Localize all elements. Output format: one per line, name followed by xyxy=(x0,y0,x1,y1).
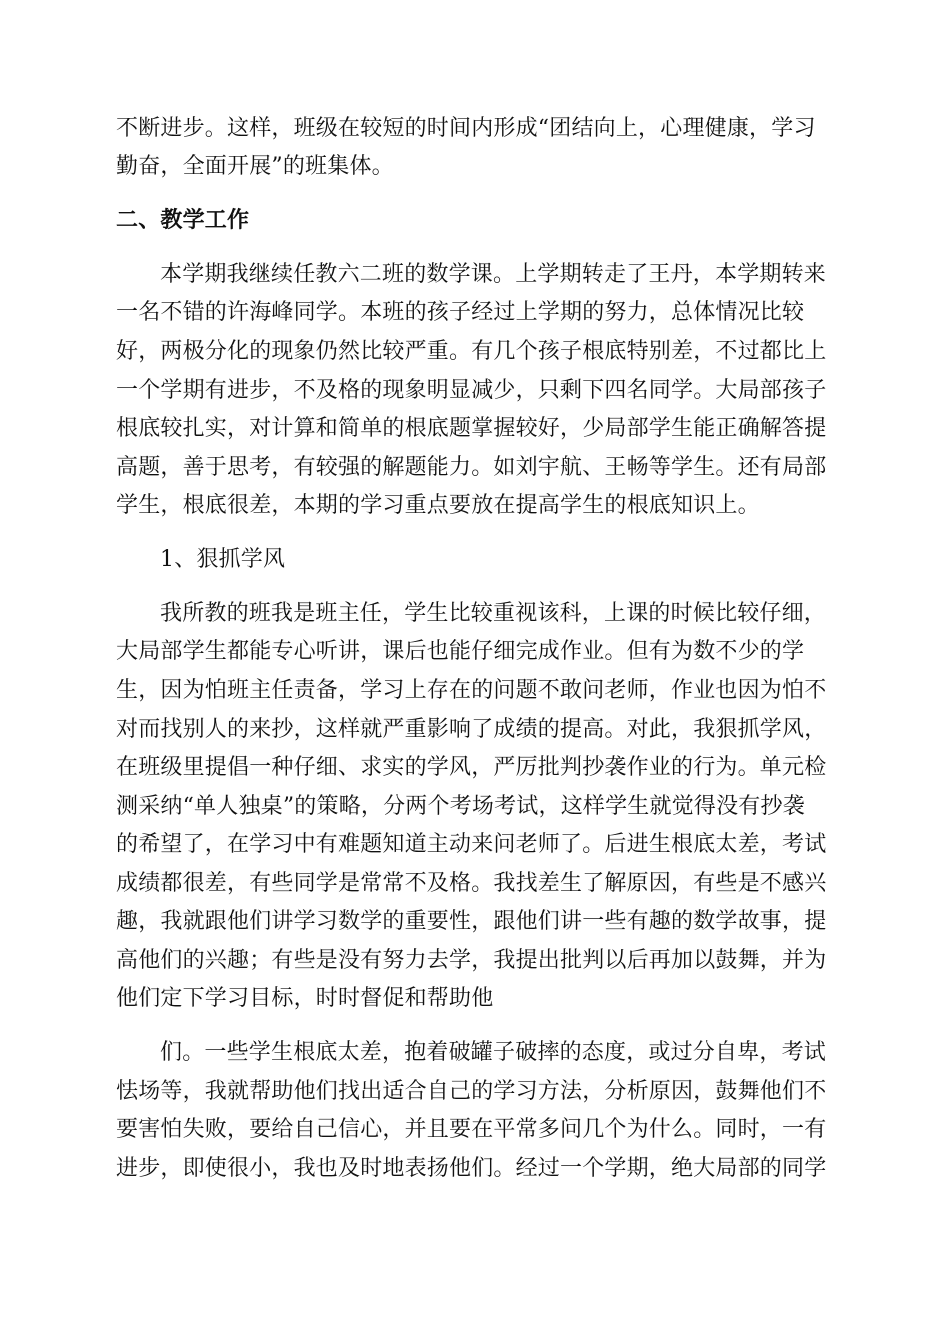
paragraph-line: 一个学期有进步，不及格的现象明显减少，只剩下四名同学。大局部孩子 xyxy=(116,378,827,403)
paragraph-line: 他们定下学习目标，时时督促和帮助他 xyxy=(116,986,494,1011)
paragraph-line: 好，两极分化的现象仍然比较严重。有几个孩子根底特别差，不过都比上 xyxy=(116,339,827,364)
paragraph-line: 勤奋，全面开展”的班集体。 xyxy=(116,154,394,179)
paragraph-line: 不断进步。这样，班级在较短的时间内形成“团结向上，心理健康，学习 xyxy=(116,116,816,141)
paragraph-line: 进步，即使很小，我也及时地表扬他们。经过一个学期，绝大局部的同学 xyxy=(116,1156,827,1181)
paragraph-line: 生，因为怕班主任责备，学习上存在的问题不敢问老师，作业也因为怕不 xyxy=(116,678,827,703)
paragraph-line: 对而找别人的来抄，这样就严重影响了成绩的提高。对此，我狠抓学风， xyxy=(116,717,827,742)
paragraph-line: 一名不错的许海峰同学。本班的孩子经过上学期的努力，总体情况比较 xyxy=(116,300,805,325)
paragraph-line: 在班级里提倡一种仔细、求实的学风，严厉批判抄袭作业的行为。单元检 xyxy=(116,755,827,780)
paragraph-line: 本学期我继续任教六二班的数学课。上学期转走了王丹，本学期转来 xyxy=(160,262,827,287)
paragraph-line: 趣，我就跟他们讲学习数学的重要性，跟他们讲一些有趣的数学故事，提 xyxy=(116,909,827,934)
paragraph-line: 根底较扎实，对计算和简单的根底题掌握较好，少局部学生能正确解答提 xyxy=(116,416,827,441)
paragraph-line: 的希望了，在学习中有难题知道主动来问老师了。后进生根底太差，考试 xyxy=(116,832,827,857)
paragraph-line: 测采纳“单人独桌”的策略，分两个考场考试，这样学生就觉得没有抄袭 xyxy=(116,794,805,819)
paragraph-line: 们。一些学生根底太差，抱着破罐子破摔的态度，或过分自卑，考试 xyxy=(160,1040,827,1065)
subheading: 1、狠抓学风 xyxy=(160,547,286,572)
paragraph-line: 要害怕失败，要给自己信心，并且要在平常多问几个为什么。同时，一有 xyxy=(116,1117,827,1142)
paragraph-line: 大局部学生都能专心听讲，课后也能仔细完成作业。但有为数不少的学 xyxy=(116,639,805,664)
paragraph-line: 怯场等，我就帮助他们找出适合自己的学习方法，分析原因，鼓舞他们不 xyxy=(116,1079,827,1104)
paragraph-line: 高他们的兴趣；有些是没有努力去学，我提出批判以后再加以鼓舞，并为 xyxy=(116,948,827,973)
paragraph-line: 成绩都很差，有些同学是常常不及格。我找差生了解原因，有些是不感兴 xyxy=(116,871,827,896)
paragraph-line: 我所教的班我是班主任，学生比较重视该科，上课的时候比较仔细， xyxy=(160,601,827,626)
section-heading: 二、教学工作 xyxy=(116,208,250,233)
paragraph-line: 学生，根底很差，本期的学习重点要放在提高学生的根底知识上。 xyxy=(116,493,760,518)
paragraph-line: 高题，善于思考，有较强的解题能力。如刘宇航、王畅等学生。还有局部 xyxy=(116,455,827,480)
